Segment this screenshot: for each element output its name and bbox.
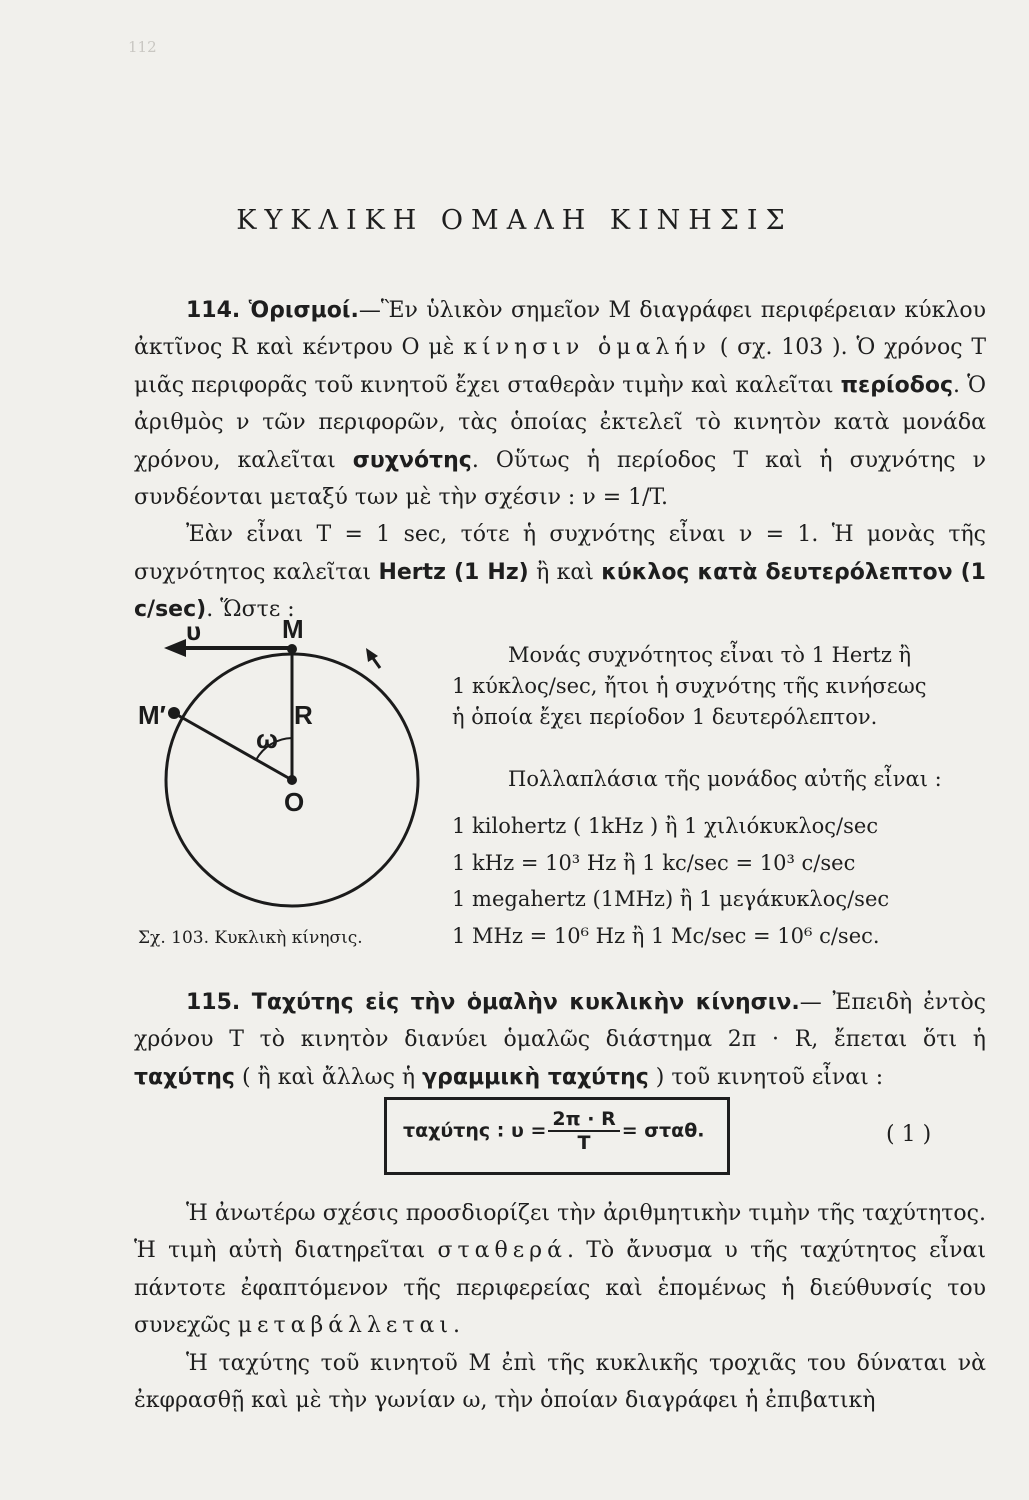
point-m	[287, 644, 297, 654]
equation-number: ( 1 )	[886, 1122, 932, 1147]
section-115-text-1: — Ἐπειδὴ ἐντὸς χρόνου T τὸ κινητὸν διανύει ὁμαλῶς διάστημα 2π · R, ἔπεται ὅτι ἡ	[134, 990, 987, 1053]
term-hertz: Hertz (1 Hz)	[378, 559, 529, 585]
section-114-text-2: ( σχ. 103 ). Ὁ χρόνος T μιᾶς περιφορᾶς τοῦ κινητοῦ ἔχει σταθερὰν τιμὴν καὶ καλεῖται	[134, 335, 986, 398]
section-114-text-6: ἢ καὶ	[528, 559, 602, 585]
section-115-heading: 115. Ταχύτης εἰς τὴν ὁμαλὴν κυκλικὴν κίνησιν.	[186, 990, 800, 1015]
multiple-row: 1 MHz = 10⁶ Hz ἢ 1 Mc/sec = 10⁶ c/sec.	[452, 924, 880, 949]
section-114-text-4: . Οὕτως ἡ περίοδος T καὶ ἡ συχνότης ν συνδέονται μεταξύ των μὲ τὴν σχέσιν : ν = 1/T.	[134, 447, 986, 511]
figure-103	[134, 612, 434, 952]
term-cycle-per-second: κύκλος κατὰ δευτερόλεπτον (1 c/sec)	[134, 559, 986, 623]
section-115-text-2: ( ἢ καὶ ἄλλως ἡ	[234, 1064, 423, 1090]
section-114-heading: Ὁρισμοί.	[248, 298, 359, 323]
speed-formula	[403, 1108, 705, 1154]
formula-numerator: 2π · R	[548, 1108, 619, 1132]
multiple-row: 1 megahertz (1MHz) ἢ 1 μεγάκυκλος/sec	[452, 887, 890, 912]
unit-line-2: 1 κύκλος/sec, ἤτοι ἡ συχνότης τῆς κινήσεως	[452, 674, 927, 698]
closing-text-4: Ἡ ταχύτης τοῦ κινητοῦ M ἐπὶ τῆς κυκλικῆς τροχιᾶς του δύναται νὰ ἐκφρασθῇ καὶ μὲ τὴν γωνίαν ω, τὴν ὁποίαν διαγράφει ἡ ἐπιβατικὴ	[134, 1350, 986, 1414]
unit-definition	[452, 640, 986, 733]
section-114-number: 114.	[186, 298, 241, 323]
rotation-arrowhead	[366, 648, 378, 662]
section-114-text-3: . Ὁ ἀριθμὸς ν τῶν περιφορῶν, τὰς ὁποίας ἐκτελεῖ τὸ κινητὸν κατὰ μονάδα χρόνου, καλεῖται	[134, 372, 986, 473]
term-speed: ταχύτης	[134, 1064, 235, 1090]
section-114-text-7: . Ὥστε :	[206, 597, 295, 623]
multiples-list	[452, 808, 990, 955]
formula-rhs: = σταθ.	[621, 1119, 705, 1142]
label-o: O	[284, 787, 305, 817]
closing-text-3: .	[453, 1313, 460, 1339]
label-m-prime: M′	[138, 700, 166, 730]
section-114-text-5: Ἐὰν εἶναι T = 1 sec, τότε ἡ συχνότης εἶναι ν = 1. Ἡ μονὰς τῆς συχνότητος καλεῖται	[134, 522, 986, 585]
term-period: περίοδος	[840, 372, 953, 398]
unit-line-3: ἡ ὁποία ἔχει περίοδον 1 δευτερόλεπτον.	[452, 705, 878, 729]
multiple-row: 1 kHz = 10³ Hz ἢ 1 kc/sec = 10³ c/sec	[452, 850, 856, 875]
figure-caption: Σχ. 103. Κυκλικὴ κίνησις.	[138, 928, 363, 948]
chapter-title: ΚΥΚΛΙΚΗ ΟΜΑΛΗ ΚΙΝΗΣΙΣ	[236, 205, 793, 236]
point-m-prime	[168, 707, 180, 719]
section-115-paragraph	[134, 984, 986, 1096]
velocity-arrowhead	[164, 639, 186, 657]
formula-fraction	[548, 1108, 619, 1154]
section-114-paragraph	[134, 292, 986, 629]
page-number: 112	[128, 38, 157, 56]
label-v: υ	[186, 616, 202, 646]
closing-paragraph	[134, 1195, 986, 1419]
closing-spaced-1: σταθερά	[437, 1238, 567, 1264]
label-r: R	[294, 700, 313, 730]
center-point	[287, 775, 297, 785]
label-m: M	[282, 614, 304, 644]
formula-box	[384, 1097, 730, 1175]
formula-denominator: T	[577, 1132, 591, 1154]
section-115-text-3: ) τοῦ κινητοῦ εἶναι :	[648, 1064, 884, 1090]
term-linear-speed: γραμμικὴ ταχύτης	[422, 1064, 649, 1090]
label-omega: ω	[256, 724, 278, 754]
closing-text-2: . Τὸ ἄνυσμα υ τῆς ταχύτητος εἶναι πάντοτε ἐφαπτόμενον τῆς περιφερείας καὶ ἑπομένως ἡ διεύθυνσίς του συνεχῶς	[134, 1238, 986, 1339]
closing-text-1: Ἡ ἀνωτέρω σχέσις προσδιορίζει τὴν ἀριθμητικὴν τιμὴν τῆς ταχύτητος. Ἡ τιμὴ αὐτὴ διατηρεῖται	[134, 1201, 986, 1264]
unit-line-1: Μονάς συχνότητος εἶναι τὸ 1 Hertz ἢ	[508, 643, 912, 667]
circular-motion-diagram	[134, 612, 434, 932]
term-frequency: συχνότης	[352, 447, 472, 473]
formula-lhs: ταχύτης : υ =	[403, 1119, 547, 1142]
section-114-text-1: —Ἓν ὑλικὸν σημεῖον M διαγράφει περιφέρειαν κύκλου ἀκτῖνος R καὶ κέντρου O μὲ	[134, 298, 986, 361]
closing-spaced-2: μεταβάλλεται	[237, 1313, 453, 1339]
section-114-spaced-phrase: κίνησιν ὁμαλήν	[463, 335, 711, 361]
multiple-row: 1 kilohertz ( 1kHz ) ἢ 1 χιλιόκυκλος/sec	[452, 814, 879, 838]
multiples-heading: Πολλαπλάσια τῆς μονάδος αὐτῆς εἶναι :	[508, 767, 942, 791]
